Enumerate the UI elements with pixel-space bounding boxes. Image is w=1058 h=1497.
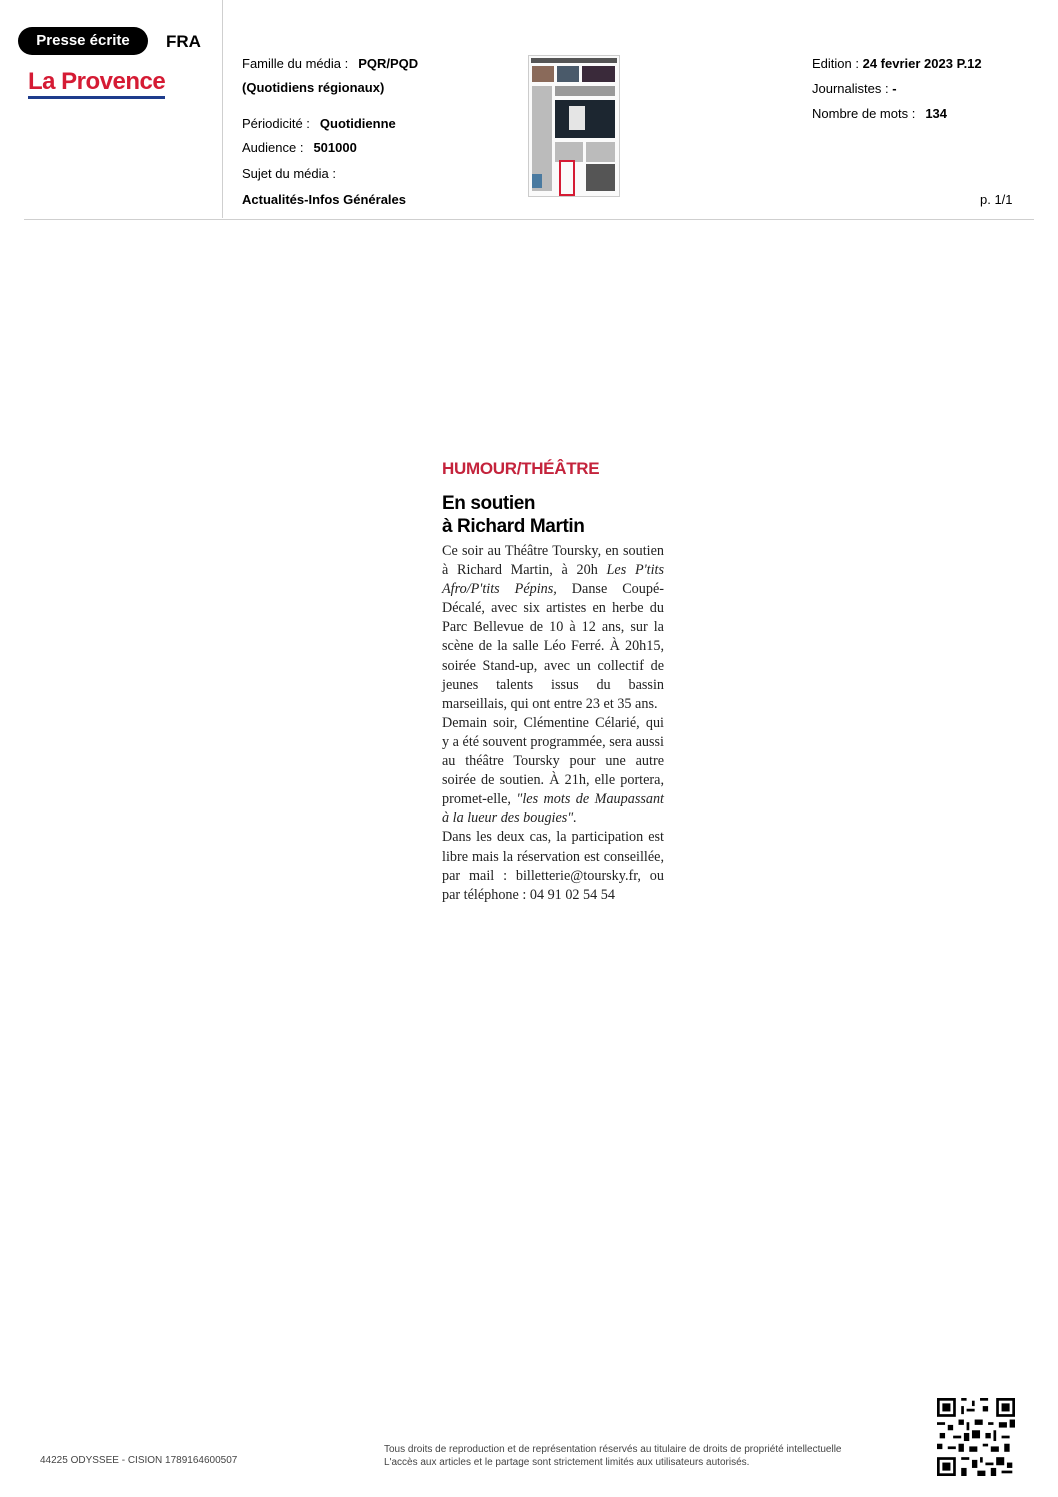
media-family-sub-text: (Quotidiens régionaux) <box>242 80 385 95</box>
media-family-label: Famille du média : <box>242 56 349 71</box>
media-family-row <box>242 56 418 72</box>
article-rubric: HUMOUR/THÉÂTRE <box>442 459 600 478</box>
journalists-row <box>812 81 897 97</box>
journalists-label: Journalistes : <box>812 81 889 96</box>
periodicity-label: Périodicité : <box>242 116 310 131</box>
newspaper-page-thumbnail <box>528 55 620 197</box>
show-title: Les P'tits Afro/P'tits Pépins, <box>442 562 665 598</box>
subject-value: Actualités-Infos Générales <box>242 192 406 207</box>
quote: "les mots de Maupassant à la lueur des bougies". <box>442 791 665 827</box>
journalists-value: - <box>892 81 897 96</box>
country-code: FRA <box>166 32 201 51</box>
paragraph-2-text: Demain soir, Clémentine Célarié, qui y a été souvent programmée, sera aussi au théâtre Toursky pour une autre soirée de soutien. À 21h, elle portera, promet-elle, <box>442 714 664 808</box>
document-id: 44225 ODYSSEE - CISION 1789164600507 <box>40 1455 238 1466</box>
article-paragraph-3: Dans les deux cas, la participation est libre mais la réservation est conseillée, par mail : billetterie@toursky.fr, ou par téléphone : 04 91 02 54 54 <box>442 829 664 903</box>
word-count-value: 134 <box>925 106 948 121</box>
press-type-badge: Presse écrite <box>18 27 148 55</box>
paragraph-1-text-a: Ce soir au Théâtre Toursky, en soutien à Richard Martin, à 20h <box>442 543 664 579</box>
header-divider <box>24 219 1034 220</box>
audience-value: 501000 <box>313 140 357 155</box>
article-body <box>442 542 664 905</box>
qr-code-icon <box>937 1398 1015 1476</box>
periodicity-value: Quotidienne <box>319 116 396 131</box>
rights-line-1: Tous droits de reproduction et de représentation réservés au titulaire de droits de propriété intellectuelle <box>384 1444 842 1455</box>
word-count-label: Nombre de mots : <box>812 106 916 121</box>
rights-line-2: L'accès aux articles et le partage sont strictement limités aux utilisateurs autorisés. <box>384 1457 750 1468</box>
article-paragraph-1 <box>442 542 664 714</box>
media-family-value: PQR/PQD <box>358 56 419 71</box>
rights-notice <box>384 1443 842 1469</box>
media-family-sub <box>242 80 384 96</box>
edition-label: Edition : <box>812 56 859 71</box>
edition-row <box>812 56 982 72</box>
headline-line-1: En soutien <box>442 493 536 514</box>
page-number: p. 1/1 <box>980 192 1013 207</box>
audience-label: Audience : <box>242 140 304 155</box>
article-headline <box>442 492 682 538</box>
brand-logo: La Provence <box>28 68 165 99</box>
article-paragraph-2 <box>442 714 664 829</box>
word-count-row <box>812 106 947 122</box>
headline-line-2: à Richard Martin <box>442 516 585 537</box>
subject-value-row <box>242 192 406 208</box>
vertical-divider <box>222 0 223 218</box>
subject-label: Sujet du média : <box>242 166 336 181</box>
paragraph-1-text-b: Danse Coupé-Décalé, avec six artistes en herbe du Parc Bellevue de 10 à 12 ans, sur la scène de la salle Léo Ferré. À 20h15, soirée Stand-up, avec un collectif de jeunes talents issus du bassin marseillais, qui ont entre 23 et 35 ans. <box>442 581 664 712</box>
periodicity-row <box>242 116 396 132</box>
edition-value: 24 fevrier 2023 P.12 <box>862 56 982 71</box>
audience-row <box>242 140 357 156</box>
